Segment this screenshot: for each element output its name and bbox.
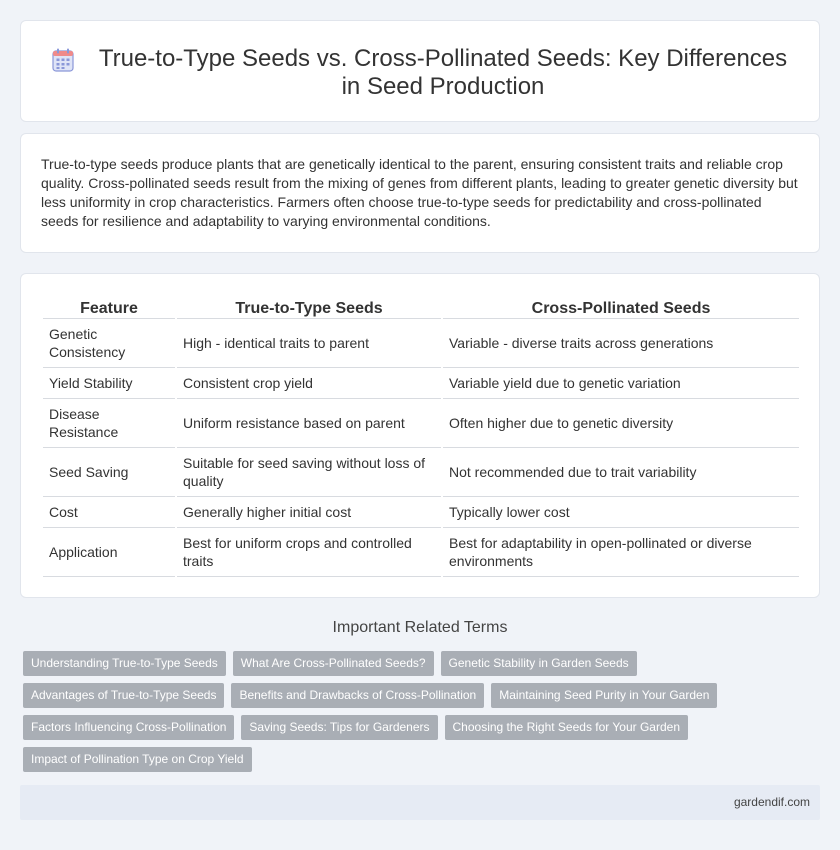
header-feature: Feature (43, 296, 176, 318)
table-cell: Best for uniform crops and controlled traits (176, 527, 442, 576)
footer (20, 785, 820, 820)
tag-row (23, 747, 823, 773)
tag-row (23, 651, 823, 677)
title-card (20, 20, 820, 122)
header-cross-pollinated: Cross-Pollinated Seeds (442, 296, 799, 318)
table-cell: High - identical traits to parent (176, 318, 442, 367)
tag-row (23, 715, 823, 741)
related-term-tag[interactable]: Advantages of True-to-Type Seeds (23, 683, 224, 708)
table-cell: Best for adaptability in open-pollinated or diverse environments (442, 527, 799, 576)
table-row (43, 398, 799, 447)
table-cell: Yield Stability (43, 367, 176, 398)
table-row (43, 496, 799, 527)
table-cell: Genetic Consistency (43, 318, 176, 367)
comparison-card (20, 273, 820, 598)
table-cell: Consistent crop yield (176, 367, 442, 398)
table-cell: Typically lower cost (442, 496, 799, 527)
table-cell: Not recommended due to trait variability (442, 447, 799, 496)
table-cell: Disease Resistance (43, 398, 176, 447)
table-cell: Seed Saving (43, 447, 176, 496)
related-term-tag[interactable]: Saving Seeds: Tips for Gardeners (241, 715, 437, 740)
related-term-tag[interactable]: Genetic Stability in Garden Seeds (441, 651, 637, 676)
table-cell: Suitable for seed saving without loss of quality (176, 447, 442, 496)
related-term-tag[interactable]: Impact of Pollination Type on Crop Yield (23, 747, 252, 772)
header-true-to-type: True-to-Type Seeds (176, 296, 442, 318)
intro-paragraph: True-to-type seeds produce plants that are genetically identical to the parent, ensuring consistent traits and reliable crop quality. Cross-pollinated seeds result from the mixing of genes from different plants, leading to greater genetic diversity but less uniformity in crop characteristics. Farmers often choose true-to-type seeds for predictability and cross-pollinated seeds for resilience and adaptability to varying environmental conditions. (41, 156, 798, 229)
related-term-tag[interactable]: Factors Influencing Cross-Pollination (23, 715, 234, 740)
related-term-tag[interactable]: What Are Cross-Pollinated Seeds? (233, 651, 434, 676)
related-term-tag[interactable]: Benefits and Drawbacks of Cross-Pollination (231, 683, 484, 708)
table-cell: Application (43, 527, 176, 576)
table-cell: Generally higher initial cost (176, 496, 442, 527)
related-terms-list (23, 651, 823, 779)
related-term-tag[interactable]: Choosing the Right Seeds for Your Garden (445, 715, 688, 740)
comparison-table (43, 296, 799, 577)
page-title: True-to-Type Seeds vs. Cross-Pollinated Seeds: Key Differences in Seed Production (98, 45, 788, 100)
related-term-tag[interactable]: Understanding True-to-Type Seeds (23, 651, 226, 676)
table-cell: Uniform resistance based on parent (176, 398, 442, 447)
table-cell: Cost (43, 496, 176, 527)
table-row (43, 447, 799, 496)
table-header-row (43, 296, 799, 318)
table-row (43, 318, 799, 367)
intro-card (20, 133, 820, 253)
table-cell: Often higher due to genetic diversity (442, 398, 799, 447)
table-row (43, 367, 799, 398)
related-terms-title: Important Related Terms (332, 619, 508, 636)
table-cell: Variable yield due to genetic variation (442, 367, 799, 398)
footer-site-link[interactable]: gardendif.com (733, 795, 810, 809)
related-term-tag[interactable]: Maintaining Seed Purity in Your Garden (491, 683, 717, 708)
table-row (43, 527, 799, 576)
table-cell: Variable - diverse traits across generations (442, 318, 799, 367)
tag-row (23, 683, 823, 709)
